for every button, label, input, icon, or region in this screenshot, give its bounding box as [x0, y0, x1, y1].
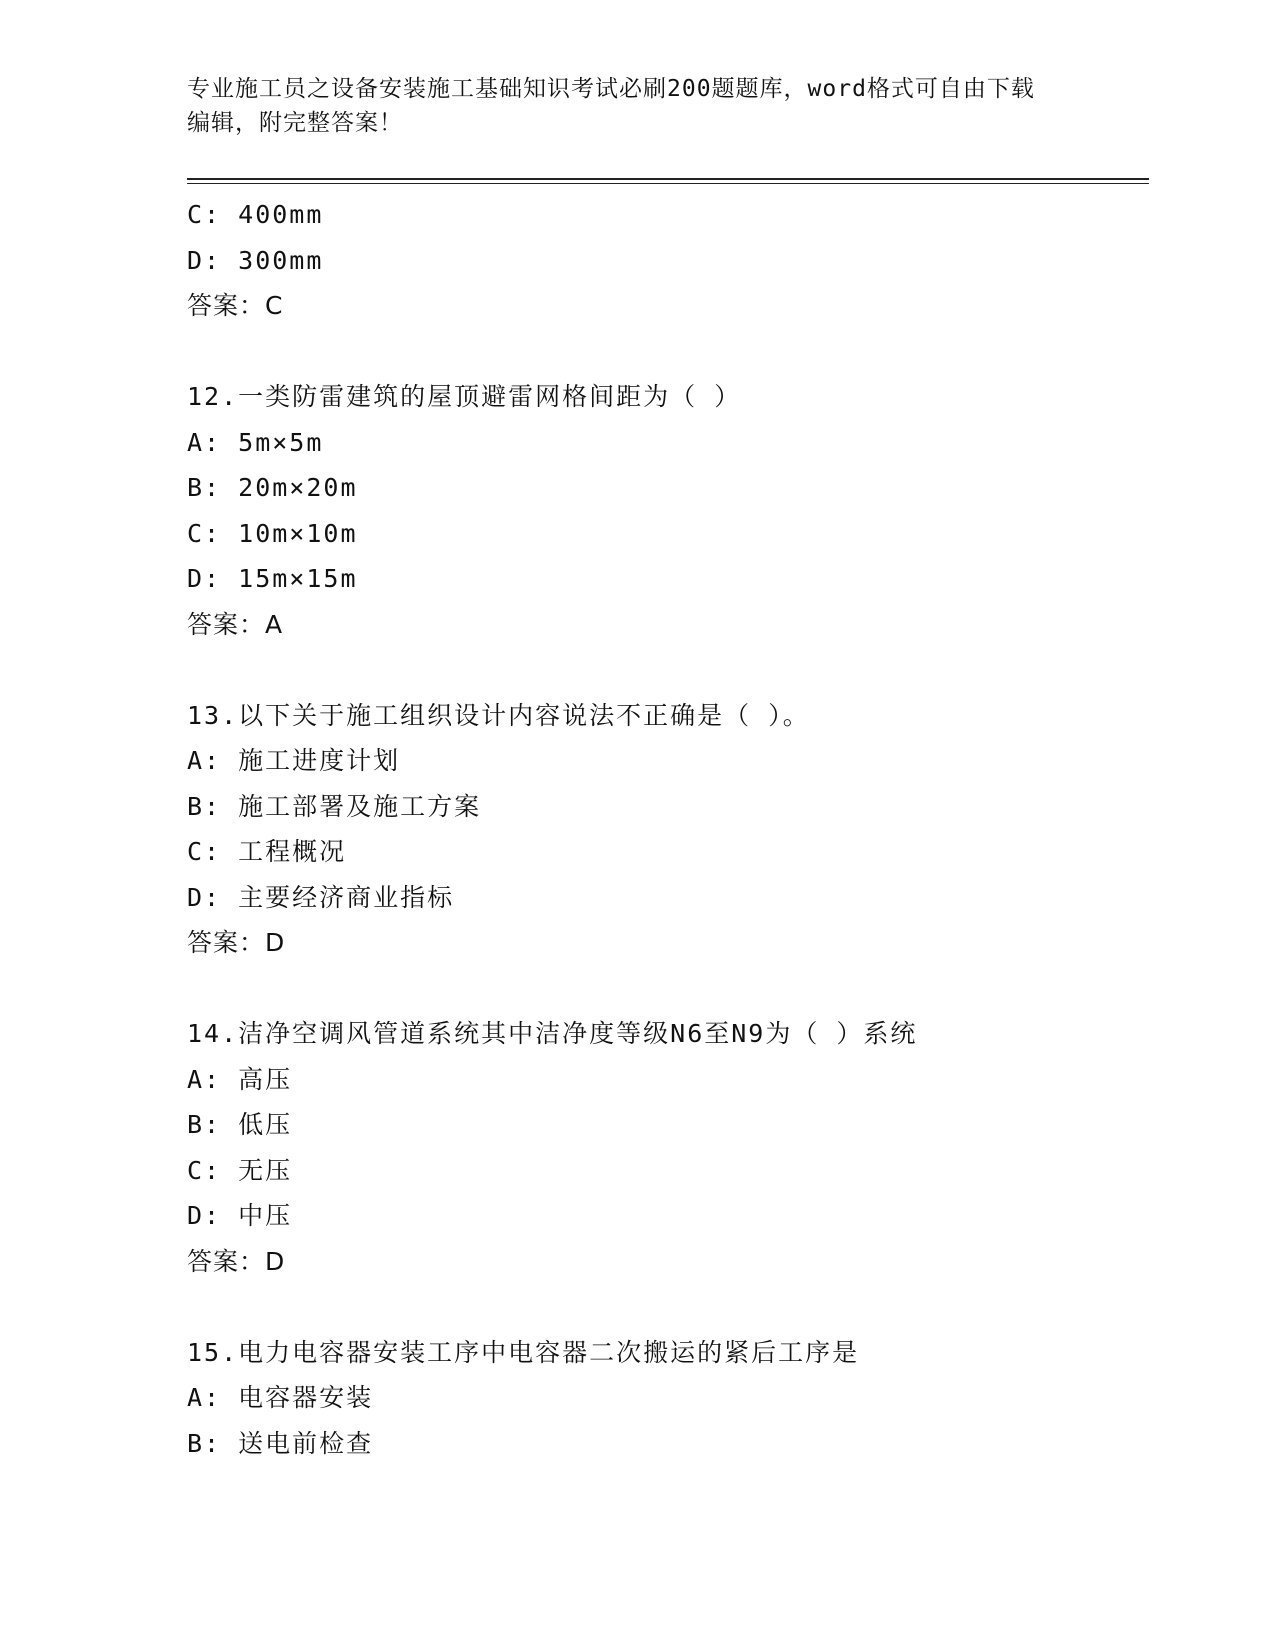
spacer	[187, 329, 1147, 375]
option-d: D: 15m×15m	[187, 564, 358, 593]
header-title-line-1: 专业施工员之设备安装施工基础知识考试必刷200题题库，word格式可自由下载	[187, 76, 1035, 102]
question-15: 15.电力电容器安装工序中电容器二次搬运的紧后工序是	[187, 1337, 860, 1367]
option-a: A: 电容器安装	[187, 1383, 374, 1412]
question-12: 12.一类防雷建筑的屋顶避雷网格间距为（ ）	[187, 382, 742, 411]
option-c: C: 无压	[187, 1155, 293, 1185]
answer-line: 答案：D	[187, 1246, 286, 1276]
answer-line: 答案：A	[187, 609, 284, 639]
option-c: C: 工程概况	[187, 837, 347, 866]
answer-line: 答案：D	[187, 928, 286, 957]
spacer	[187, 1284, 1147, 1330]
option-a: A: 施工进度计划	[187, 746, 401, 775]
header-divider-thin	[187, 183, 1149, 184]
option-a: A: 5m×5m	[187, 427, 324, 457]
question-list	[187, 192, 1147, 1466]
option-d: D: 300mm	[187, 245, 324, 275]
spacer	[187, 647, 1147, 693]
header-divider	[187, 178, 1149, 180]
document-header	[187, 72, 1087, 140]
option-d: D: 主要经济商业指标	[187, 882, 455, 912]
question-14: 14.洁净空调风管道系统其中洁净度等级N6至N9为（ ）系统	[187, 1019, 918, 1048]
option-b: B: 20m×20m	[187, 473, 358, 502]
option-c: C: 10m×10m	[187, 518, 358, 548]
option-d: D: 中压	[187, 1201, 293, 1230]
question-13: 13.以下关于施工组织设计内容说法不正确是（ ）。	[187, 700, 810, 730]
option-b: B: 施工部署及施工方案	[187, 791, 482, 821]
header-title-line-2: 编辑，附完整答案！	[187, 110, 403, 136]
answer-line: 答案：C	[187, 291, 284, 320]
option-b: B: 送电前检查	[187, 1428, 374, 1458]
option-b: B: 低压	[187, 1110, 293, 1139]
spacer	[187, 966, 1147, 1012]
option-a: A: 高压	[187, 1064, 293, 1094]
option-c: C: 400mm	[187, 200, 324, 229]
